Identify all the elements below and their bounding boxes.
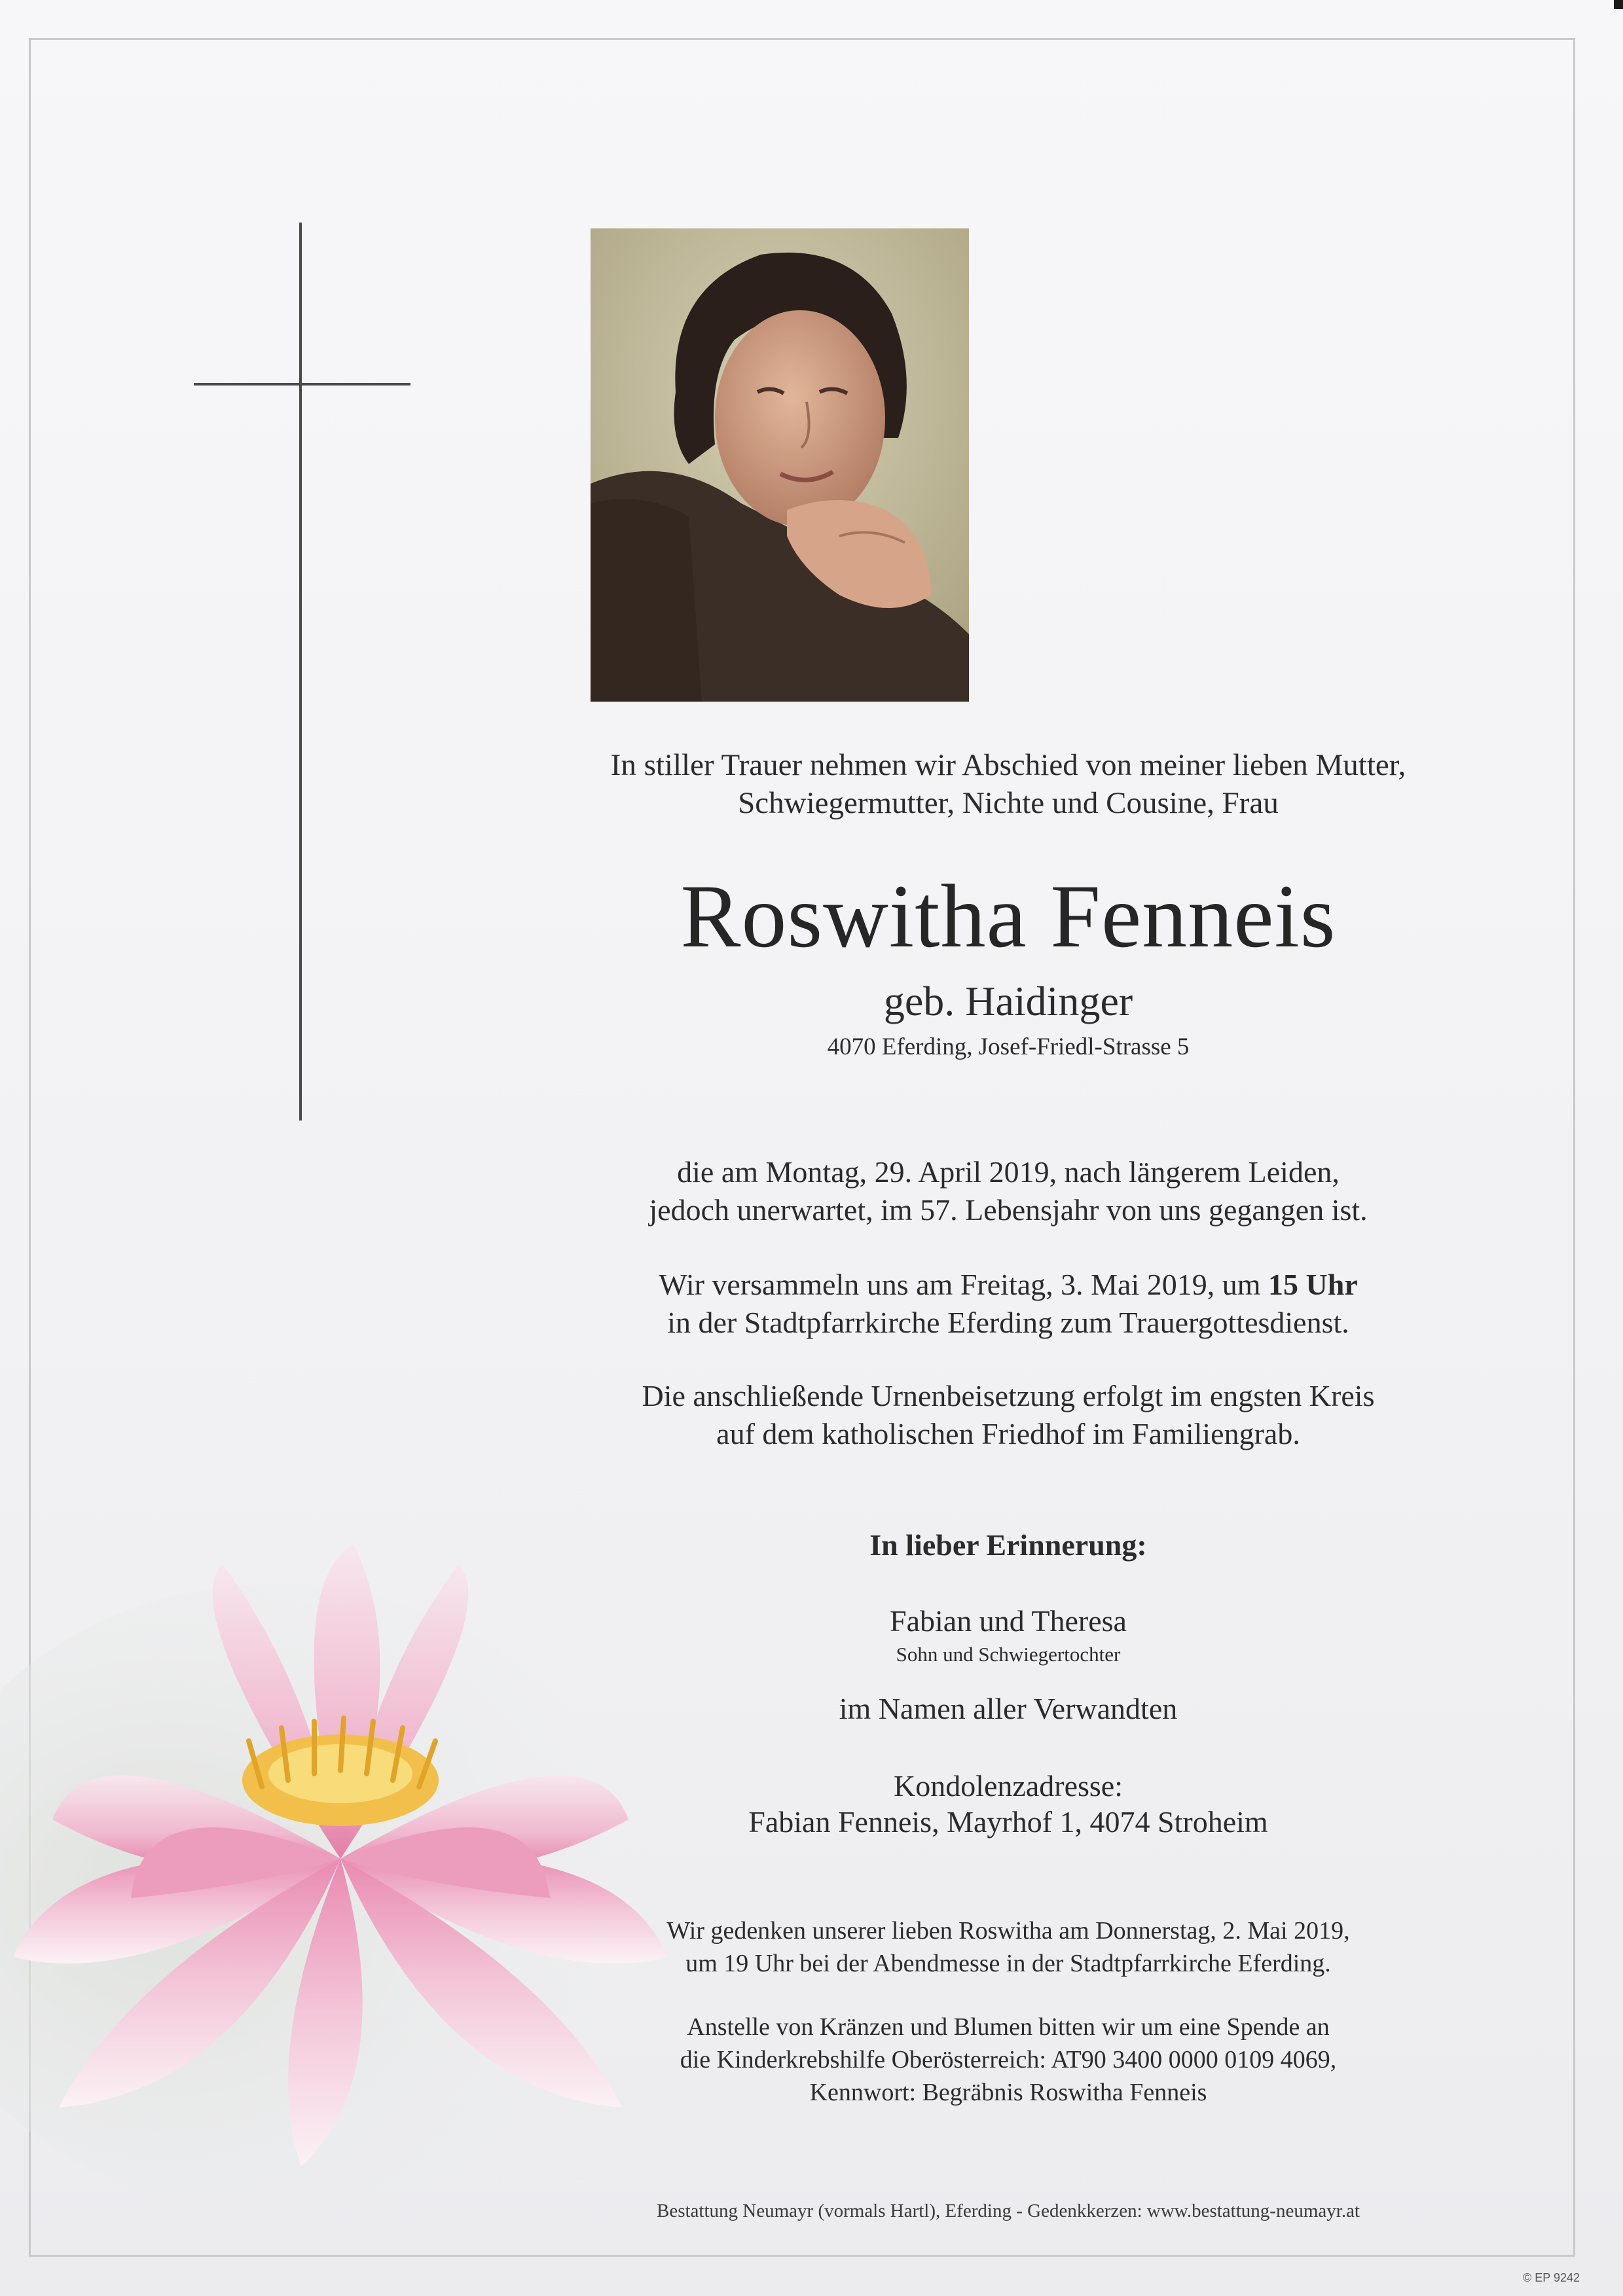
donation-line-3: Kennwort: Begräbnis Roswitha Fenneis [809,2079,1207,2106]
condolence-label: Kondolenzadresse: [894,1769,1123,1803]
relatives-text: im Namen aller Verwandten [839,1692,1178,1725]
deceased-name: Roswitha Fenneis [680,866,1336,966]
print-code: © EP 9242 [1523,2271,1580,2284]
mass-line-2: um 19 Uhr bei der Abendmesse in der Stadtpfarrkirche Eferding. [685,1950,1331,1977]
burial-line-2: auf dem katholischen Friedhof im Familiengrab. [716,1417,1300,1450]
service-line-1-prefix: Wir versammeln uns am Freitag, 3. Mai 2019, um [659,1268,1261,1301]
donation-notice [498,2011,1519,2109]
mass-line-1: Wir gedenken unserer lieben Roswitha am Donnerstag, 2. Mai 2019, [666,1917,1350,1945]
service-notice [498,1266,1519,1342]
burial-line-1: Die anschließende Urnenbeisetzung erfolgt im engsten Kreis [642,1379,1375,1412]
service-time: 15 Uhr [1268,1268,1358,1301]
born-name: geb. Haidinger [883,978,1133,1024]
portrait-illustration [591,228,969,702]
portrait-photo [591,228,969,702]
condolence-address: Fabian Fenneis, Mayrhof 1, 4074 Stroheim [748,1805,1268,1839]
corner-mark [1614,0,1623,9]
donation-line-2: die Kinderkrebshilfe Oberösterreich: AT90 3400 0000 0109 4069, [680,2046,1337,2073]
death-notice-line-2: jedoch unerwartet, im 57. Lebensjahr von uns gegangen ist. [649,1193,1368,1227]
mass-notice [498,1914,1519,1980]
deceased-address: 4070 Eferding, Josef-Friedl-Strasse 5 [827,1033,1190,1060]
death-notice-line-1: die am Montag, 29. April 2019, nach längerem Leiden, [677,1155,1340,1189]
donation-line-1: Anstelle von Kränzen und Blumen bitten wir um eine Spende an [687,2013,1330,2041]
service-line-1 [498,1266,1519,1304]
death-notice [498,1153,1519,1229]
mourners-names: Fabian und Theresa [890,1604,1127,1638]
cross-icon-horizontal [194,383,410,386]
intro-line-2: Schwiegermutter, Nichte und Cousine, Frau [738,786,1279,820]
memory-title: In lieber Erinnerung: [869,1528,1147,1562]
intro-line-1: In stiller Trauer nehmen wir Abschied von meiner lieben Mutter, [610,748,1406,782]
burial-notice [498,1377,1519,1453]
cross-icon-vertical [299,223,302,1121]
footer-text: Bestattung Neumayr (vormals Hartl), Eferding - Gedenkkerzen: www.bestattung-neumayr.at [657,2200,1360,2221]
service-line-2: in der Stadtpfarrkirche Eferding zum Trauergottesdienst. [667,1306,1349,1339]
intro-text [498,746,1519,822]
mourners-relation: Sohn und Schwiegertochter [896,1643,1121,1666]
